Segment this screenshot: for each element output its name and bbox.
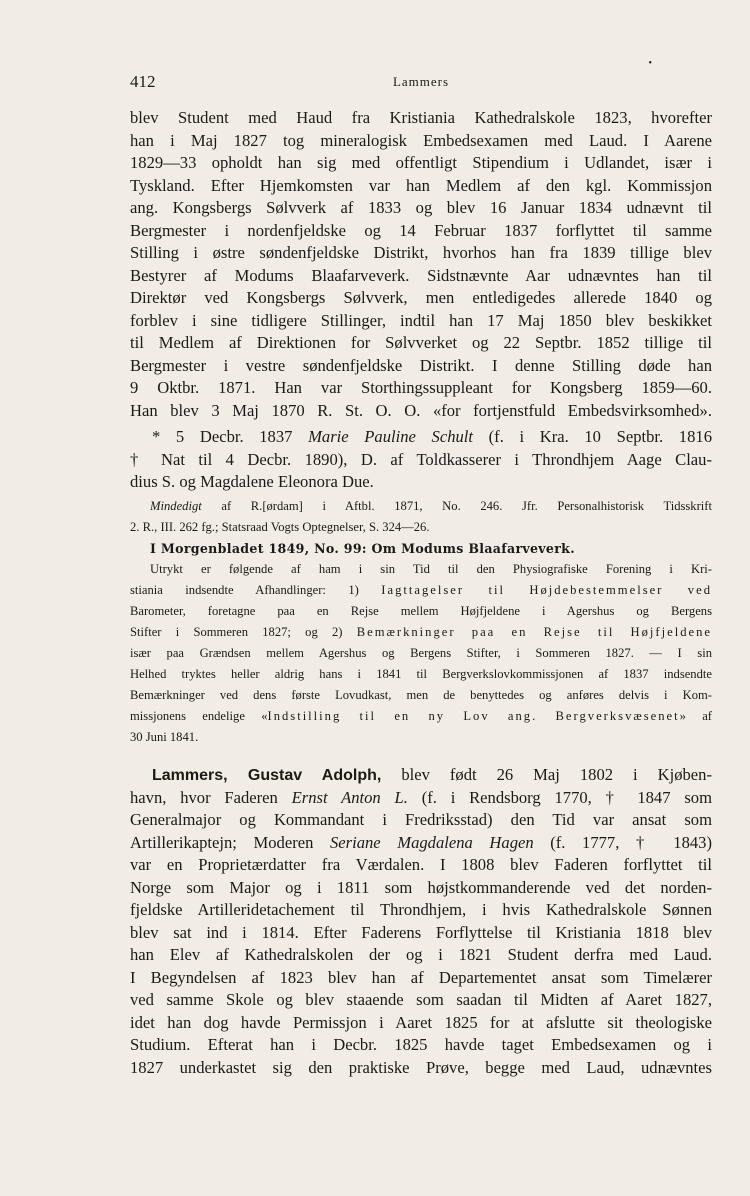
text-line: 9 Oktbr. 1871. Han var Storthingssuppleant for Kongsberg 1859—60. bbox=[130, 378, 712, 397]
text-line: blev sat ind i 1814. Efter Faderens Forflyttelse til Kristiania 1818 blev bbox=[130, 922, 712, 942]
text-line: 1829—33 opholdt han sig med offentligt Stipendium i Udlandet, især i bbox=[130, 153, 712, 172]
note-line: især paa Grændsen mellem Agershus og Bergens Stifter, i Sommeren 1827. — I sin bbox=[130, 646, 712, 660]
note-line: 2. R., III. 262 fg.; Statsraad Vogts Optegnelser, S. 324—26. bbox=[130, 520, 430, 534]
ink-mark: • bbox=[648, 58, 652, 69]
spaced-title: Bemærkninger paa en Rejse til Højfjeldene bbox=[356, 625, 712, 639]
note-line: Barometer, foretagne paa en Rejse mellem Højfjeldene i Agershus og Bergens bbox=[130, 604, 712, 618]
page-number: 412 bbox=[130, 72, 156, 91]
mindedigt-text: af R.[ørdam] i Aftbl. 1871, No. 246. Jfr. Personalhistorisk Tidsskrift bbox=[201, 499, 712, 513]
text-line: Artillerikaptejn; Moderen Seriane Magdalena Hagen (f. 1777, † 1843) bbox=[130, 832, 712, 852]
text-line: Stilling i østre søndenfjeldske Distrikt, hvorhos han fra 1839 tillige blev bbox=[130, 243, 712, 262]
text-line: idet han dog havde Permissjon i Aaret 1825 for at afslutte sit theologiske bbox=[130, 1012, 712, 1032]
text-line: havn, hvor Faderen Ernst Anton L. (f. i Rendsborg 1770, † 1847 som bbox=[130, 787, 712, 807]
spouse-name: Marie Pauline Schult bbox=[308, 427, 474, 446]
text-line: var en Proprietærdatter fra Værdalen. I 1808 blev Faderen forflyttet til bbox=[130, 855, 712, 874]
marriage-line bbox=[130, 426, 712, 449]
text-line: 1827 underkastet sig den praktiske Prøve, begge med Laud, udnævntes bbox=[130, 1057, 712, 1077]
text-line: I Begyndelsen af 1823 blev han af Departementet ansat som Timelærer bbox=[130, 967, 712, 987]
running-head: Lammers bbox=[392, 74, 450, 89]
text-line: ang. Kongsbergs Sølvverk af 1833 og blev 16 Januar 1834 udnævnt til bbox=[130, 198, 712, 217]
note-line: Utrykt er følgende af ham i sin Tid til den Physiografiske Forening i Kri- bbox=[150, 562, 712, 576]
text-line: forblev i sine tidligere Stillinger, indtil han 17 Maj 1850 blev beskikket bbox=[130, 310, 712, 330]
text-line: Studium. Efterat han i Decbr. 1825 havde taget Embedsexamen og i bbox=[130, 1035, 712, 1054]
section-2-entry bbox=[130, 764, 712, 1079]
note-line: 30 Juni 1841. bbox=[130, 730, 199, 744]
text-line: dius S. og Magdalene Eleonora Due. bbox=[130, 472, 374, 491]
text-line: Norge som Major og i 1811 som højstkommanderende ved det norden- bbox=[130, 877, 712, 897]
section-1-text bbox=[130, 107, 712, 494]
text-line: Bergmester i nordenfjeldske og 14 Februar 1837 forflyttet til samme bbox=[130, 220, 712, 240]
text-line: fjeldske Artilleridetachement til Throndhjem, i hvis Kathedralskole Sønnen bbox=[130, 900, 712, 919]
text-line: ved samme Skole og blev staaende som saadan til Midten af Aaret 1827, bbox=[130, 990, 712, 1009]
text-line: Bestyrer af Modums Blaafarveverk. Sidstnævnte Aar udnævntes han til bbox=[130, 265, 712, 285]
text-line: Tyskland. Efter Hjemkomsten var han Medlem af den kgl. Kommissjon bbox=[130, 175, 712, 195]
mindedigt-label: Mindedigt bbox=[150, 499, 202, 513]
spaced-title: Iagttagelser til Højdebestemmelser ved bbox=[381, 583, 712, 597]
marriage-post: (f. i Kra. 10 Septbr. 1816 bbox=[473, 427, 712, 446]
text-line: Direktør ved Kongsbergs Sølvverk, men entledigedes allerede 1840 og bbox=[130, 288, 712, 307]
text-line: † Nat til 4 Decbr. 1890), D. af Toldkasserer i Throndhjem Aage Clau- bbox=[130, 449, 712, 469]
note-line: Helhed tryktes heller aldrig hans i 1841 til Bergverkslovkommissjonen af 1837 indsendte bbox=[130, 667, 712, 681]
text-line: blev Student med Haud fra Kristiania Kathedralskole 1823, hvorefter bbox=[130, 108, 712, 127]
note-line: missjonens endelige «Indstilling til en ny Lov ang. Bergverksvæsenet» af bbox=[130, 709, 712, 723]
text-line: han Elev af Kathedralskolen der og i 1821 Student derfra med Laud. bbox=[130, 945, 712, 964]
note-line: stiania indsendte Afhandlinger: 1) Iagttagelser til Højdebestemmelser ved bbox=[130, 583, 712, 597]
text-line: Bergmester i vestre søndenfjeldske Distrikt. I denne Stilling døde han bbox=[130, 355, 712, 375]
page-header bbox=[130, 58, 712, 96]
text-line: han i Maj 1827 tog mineralogisk Embedsexamen med Laud. I Aarene bbox=[130, 130, 712, 150]
text-line: Han blev 3 Maj 1870 R. St. O. O. «for fortjenstfuld Embedsvirksomhed». bbox=[130, 400, 712, 420]
marriage-pre: * 5 Decbr. 1837 bbox=[152, 427, 309, 446]
entry-heading: Lammers, Gustav Adolph, bbox=[152, 767, 382, 784]
text-line: til Medlem af Direktionen for Sølvverket og 22 Septbr. 1852 tillige til bbox=[130, 333, 712, 352]
note-line: Stifter i Sommeren 1827; og 2) Bemærkninger paa en Rejse til Højfjeldene bbox=[130, 625, 712, 639]
father-name: Ernst Anton L. bbox=[291, 787, 408, 807]
morgenbladet-line: I Morgenbladet 1849, No. 99: Om Modums Blaafarveverk. bbox=[150, 541, 575, 556]
note-line: Bemærkninger ved dens første Lovudkast, men de benyttedes og anføres delvis i Kom- bbox=[130, 688, 712, 702]
note-line bbox=[130, 496, 712, 517]
spaced-title: Indstilling til en ny Lov ang. Bergverksvæsenet bbox=[267, 709, 680, 723]
mother-name: Seriane Magdalena Hagen bbox=[329, 832, 534, 852]
text-line: Generalmajor og Kommandant i Fredriksstad) den Tid var ansat som bbox=[130, 810, 712, 829]
entry-heading-line: Lammers, Gustav Adolph, blev født 26 Maj 1802 i Kjøben- bbox=[152, 765, 712, 784]
bibliography-notes bbox=[130, 496, 712, 748]
